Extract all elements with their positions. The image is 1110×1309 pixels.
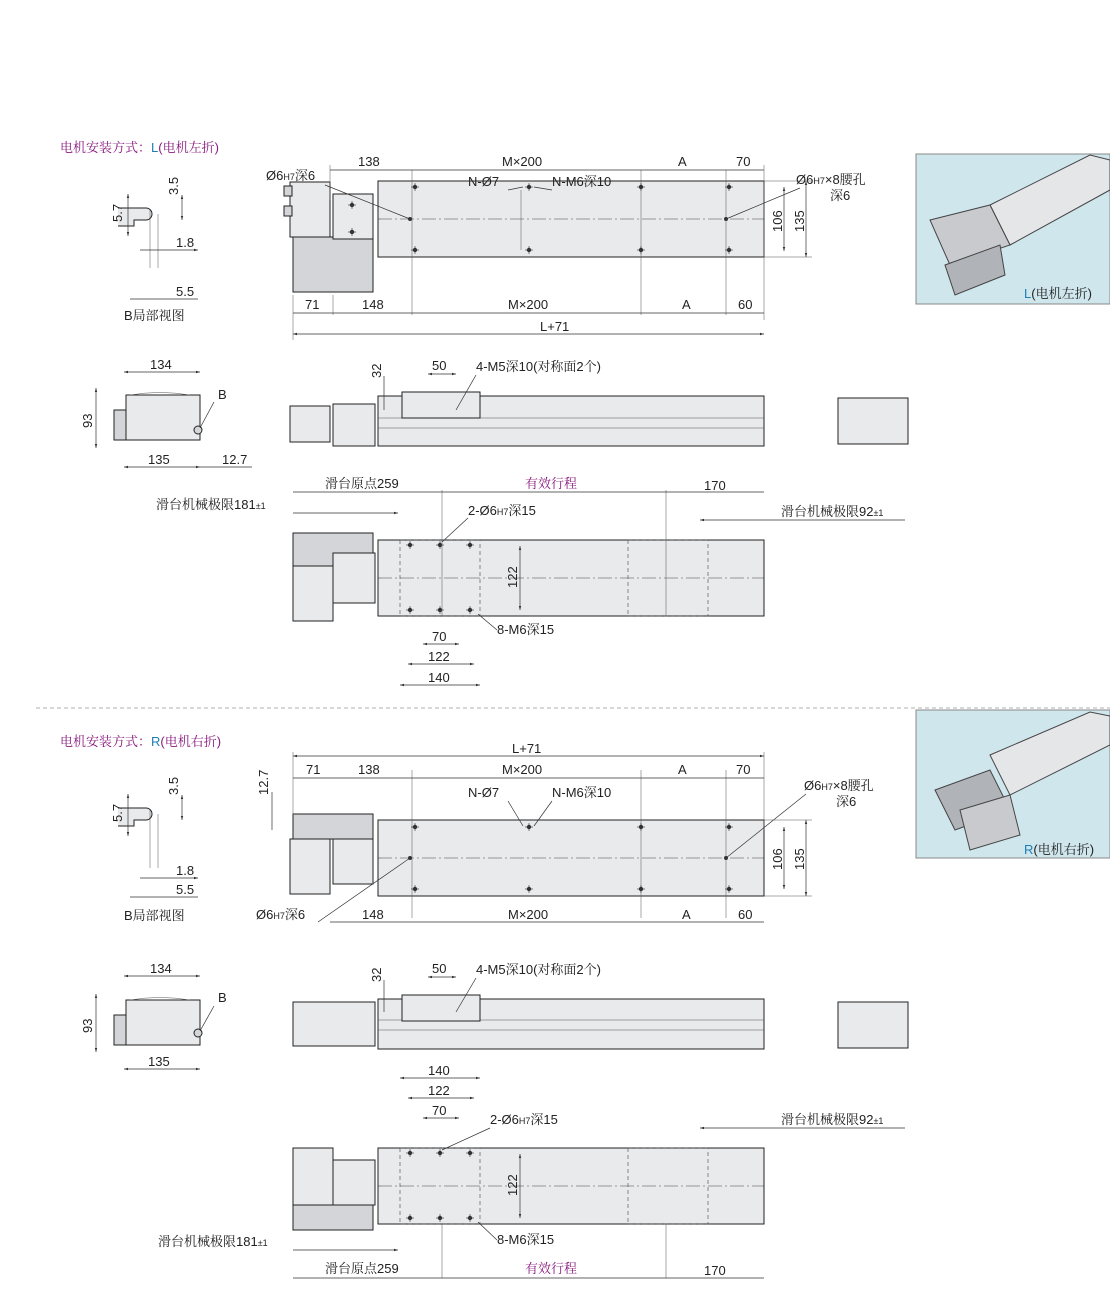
dim-93: 93 xyxy=(80,413,95,428)
label-limit-left: 滑台机械极限181±1 xyxy=(158,1234,268,1249)
dim-134: 134 xyxy=(150,961,172,976)
top-view-r xyxy=(256,741,874,922)
dim-stroke: 有效行程 xyxy=(525,476,578,491)
dim-5-5: 5.5 xyxy=(176,284,195,299)
dim-122-vertical: 122 xyxy=(505,1174,520,1196)
dim-138: 138 xyxy=(358,762,380,777)
section-r-label: 电机安装方式：R(电机右折) xyxy=(60,734,222,749)
dim-148: 148 xyxy=(362,297,384,312)
dim-106: 106 xyxy=(770,848,785,870)
label-waist-hole-r: Ø6H7×8腰孔 xyxy=(804,778,874,793)
label-limit-right: 滑台机械极限92±1 xyxy=(781,504,884,519)
dim-origin: 滑台原点259 xyxy=(325,1261,399,1276)
section-r xyxy=(60,710,1110,1278)
label-m5: 4-M5深10(对称面2个) xyxy=(476,962,601,977)
dim-3-5: 3.5 xyxy=(166,776,181,795)
dim-140: 140 xyxy=(428,1063,450,1078)
end-view-r xyxy=(80,961,227,1069)
dim-a: A xyxy=(678,762,687,777)
dim-135: 135 xyxy=(792,210,807,232)
label-nm6: N-M6深10 xyxy=(552,785,612,800)
dim-71: 71 xyxy=(306,762,321,777)
dim-122-bottom: 122 xyxy=(428,649,450,664)
dim-origin: 滑台原点259 xyxy=(325,476,399,491)
label-b: B xyxy=(218,990,227,1005)
dim-70: 70 xyxy=(736,154,751,169)
dim-12-7-top: 12.7 xyxy=(256,769,271,795)
label-limit-right: 滑台机械极限92±1 xyxy=(781,1112,884,1127)
dim-148: 148 xyxy=(362,907,384,922)
side-view-r xyxy=(293,961,908,1049)
dim-170: 170 xyxy=(704,478,726,493)
dim-70: 70 xyxy=(736,762,751,777)
dim-50: 50 xyxy=(432,961,447,976)
photo-caption-r: R(电机右折) xyxy=(1024,842,1095,857)
label-phi6-15: 2-Ø6H7深15 xyxy=(490,1112,558,1127)
label-phi6-l: Ø6H7深6 xyxy=(266,168,316,183)
label-n7: N-Ø7 xyxy=(468,174,500,189)
label-nm6: N-M6深10 xyxy=(552,174,612,189)
dim-1-8: 1.8 xyxy=(176,235,195,250)
label-phi6-r: Ø6H7深6 xyxy=(256,907,306,922)
dim-12-7: 12.7 xyxy=(222,452,248,467)
dim-a-bottom: A xyxy=(682,297,691,312)
dim-60: 60 xyxy=(738,297,753,312)
label-waist-depth-l: 深6 xyxy=(830,188,851,203)
label-limit-left: 滑台机械极限181±1 xyxy=(156,497,266,512)
dim-106: 106 xyxy=(770,210,785,232)
dim-a-bottom: A xyxy=(682,907,691,922)
dim-l71: L+71 xyxy=(540,319,570,334)
dim-32: 32 xyxy=(369,967,384,982)
b-view-caption: B局部视图 xyxy=(124,908,185,923)
dim-122-vertical: 122 xyxy=(505,566,520,588)
dim-170: 170 xyxy=(704,1263,726,1278)
top-view-l xyxy=(266,154,866,340)
b-view-caption: B局部视图 xyxy=(124,308,185,323)
label-m6: 8-M6深15 xyxy=(497,1232,555,1247)
dim-m200: M×200 xyxy=(502,154,543,169)
dim-5-7: 5.7 xyxy=(110,203,125,222)
dim-50: 50 xyxy=(432,358,447,373)
label-waist-depth-r: 深6 xyxy=(836,794,857,809)
label-b: B xyxy=(218,387,227,402)
photo-caption-l: L(电机左折) xyxy=(1024,286,1092,301)
dim-m200-bottom: M×200 xyxy=(508,297,549,312)
dim-134: 134 xyxy=(150,357,172,372)
b-detail-view-r xyxy=(110,777,198,923)
end-view-l xyxy=(80,357,252,467)
dim-m200: M×200 xyxy=(502,762,543,777)
dim-stroke: 有效行程 xyxy=(525,1261,578,1276)
label-m5: 4-M5深10(对称面2个) xyxy=(476,359,601,374)
product-photo-r xyxy=(916,710,1110,858)
dim-32: 32 xyxy=(369,363,384,378)
product-photo-l xyxy=(916,154,1110,304)
dim-5-7: 5.7 xyxy=(110,803,125,822)
section-l-label: 电机安装方式：L(电机左折) xyxy=(60,140,219,155)
dim-5-5: 5.5 xyxy=(176,882,195,897)
b-detail-view-l xyxy=(110,177,198,323)
dim-122: 122 xyxy=(428,1083,450,1098)
dim-70-bottom: 70 xyxy=(432,629,447,644)
dim-3-5: 3.5 xyxy=(166,176,181,195)
label-m6: 8-M6深15 xyxy=(497,622,555,637)
dim-l71: L+71 xyxy=(512,741,542,756)
dim-60: 60 xyxy=(738,907,753,922)
label-waist-hole-l: Ø6H7×8腰孔 xyxy=(796,172,866,187)
label-n7: N-Ø7 xyxy=(468,785,500,800)
dim-135: 135 xyxy=(792,848,807,870)
dim-140-bottom: 140 xyxy=(428,670,450,685)
section-l xyxy=(60,140,1110,685)
dim-70: 70 xyxy=(432,1103,447,1118)
dim-135-end: 135 xyxy=(148,452,170,467)
dim-93: 93 xyxy=(80,1018,95,1033)
dim-a: A xyxy=(678,154,687,169)
dim-1-8: 1.8 xyxy=(176,863,195,878)
side-view-l xyxy=(290,358,908,446)
bottom-view-l xyxy=(156,476,905,685)
dim-138: 138 xyxy=(358,154,380,169)
label-phi6-15: 2-Ø6H7深15 xyxy=(468,503,536,518)
dim-135-end: 135 xyxy=(148,1054,170,1069)
dim-m200-bottom: M×200 xyxy=(508,907,549,922)
dim-71: 71 xyxy=(305,297,320,312)
bottom-view-r xyxy=(158,1063,905,1278)
